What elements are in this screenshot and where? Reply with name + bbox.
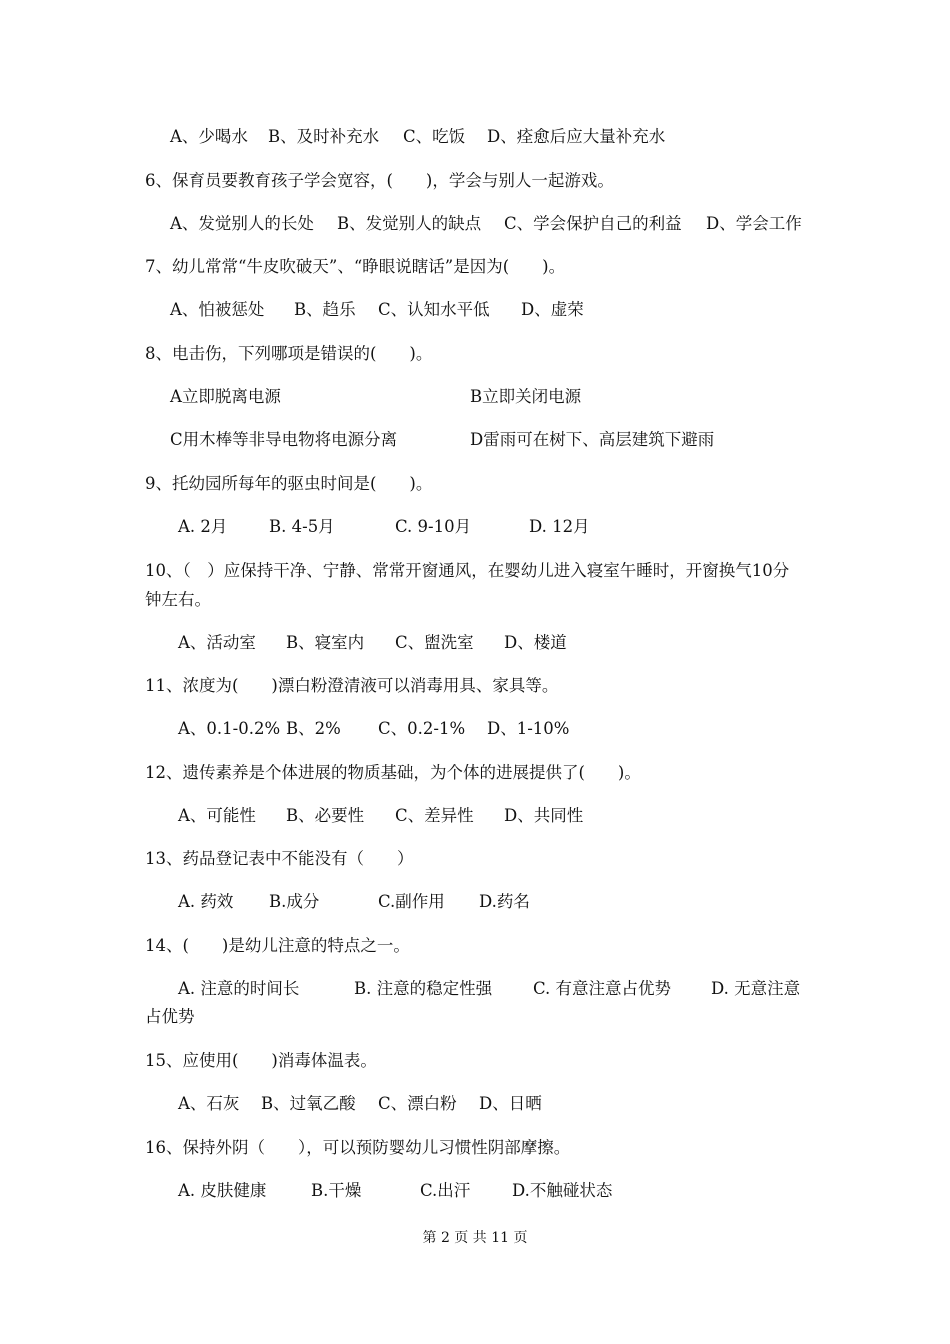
option-a: A、少喝水: [170, 127, 248, 146]
option-d: D、共同性: [504, 806, 584, 825]
option-d: D、1-10%: [487, 719, 570, 738]
option-c: C、盥洗室: [395, 633, 474, 652]
option-c: C、吃饭: [403, 127, 466, 146]
option-a: A、可能性: [178, 806, 256, 825]
option-a: A. 药效: [178, 892, 234, 911]
option-c: C. 9-10月: [395, 517, 472, 536]
question-8: 8、电击伤，下列哪项是错误的( )。: [145, 344, 433, 363]
option-d: D雷雨可在树下、高层建筑下避雨: [470, 430, 715, 449]
option-a: A立即脱离电源: [170, 387, 281, 406]
option-b: B、发觉别人的缺点: [337, 214, 482, 233]
option-c: C、认知水平低: [378, 300, 490, 319]
question-12: 12、遗传素养是个体进展的物质基础，为个体的进展提供了( )。: [145, 763, 641, 782]
question-6: 6、保育员要教育孩子学会宽容，( )，学会与别人一起游戏。: [145, 171, 614, 190]
option-c: C. 有意注意占优势: [533, 979, 672, 998]
option-b: B、趋乐: [294, 300, 356, 319]
option-a: A、活动室: [178, 633, 256, 652]
option-d: D. 无意注意: [711, 979, 801, 998]
option-b: B、2%: [286, 719, 341, 738]
option-d: D、虚荣: [521, 300, 584, 319]
option-c: C、学会保护自己的利益: [504, 214, 682, 233]
question-7: 7、幼儿常常“牛皮吹破天”、“睁眼说瞎话”是因为( )。: [145, 257, 566, 276]
option-d: D、楼道: [504, 633, 567, 652]
question-11: 11、浓度为( )漂白粉澄清液可以消毒用具、家具等。: [145, 676, 559, 695]
option-b: B、寝室内: [286, 633, 365, 652]
option-a: A. 注意的时间长: [178, 979, 300, 998]
option-a: A、发觉别人的长处: [170, 214, 314, 233]
option-a: A. 皮肤健康: [178, 1181, 267, 1200]
question-14-option-d-continued: 占优势: [145, 1007, 195, 1026]
option-c: C、差异性: [395, 806, 474, 825]
option-a: A、0.1-0.2%: [178, 719, 281, 738]
option-b: B、及时补充水: [268, 127, 380, 146]
option-b: B.干燥: [311, 1181, 362, 1200]
question-14: 14、( )是幼儿注意的特点之一。: [145, 936, 410, 955]
option-d: D、痊愈后应大量补充水: [487, 127, 666, 146]
option-b: B、过氧乙酸: [261, 1094, 356, 1113]
option-d: D、日晒: [479, 1094, 542, 1113]
option-a: A. 2月: [178, 517, 228, 536]
option-c: C.副作用: [378, 892, 445, 911]
option-b: B.成分: [269, 892, 320, 911]
option-b: B. 4-5月: [269, 517, 335, 536]
option-b: B立即关闭电源: [470, 387, 582, 406]
option-d: D. 12月: [529, 517, 590, 536]
question-16: 16、保持外阴（ ），可以预防婴幼儿习惯性阴部摩擦。: [145, 1138, 571, 1157]
option-d: D.不触碰状态: [512, 1181, 613, 1200]
question-13: 13、药品登记表中不能没有（ ）: [145, 849, 414, 868]
option-a: A、怕被惩处: [170, 300, 265, 319]
option-b: B. 注意的稳定性强: [354, 979, 493, 998]
option-c: C用木棒等非导电物将电源分离: [170, 430, 398, 449]
option-c: C、0.2-1%: [378, 719, 466, 738]
page-footer: 第 2 页 共 11 页: [422, 1230, 528, 1246]
option-c: C、漂白粉: [378, 1094, 457, 1113]
option-d: D.药名: [479, 892, 530, 911]
question-9: 9、托幼园所每年的驱虫时间是( )。: [145, 474, 433, 493]
option-d: D、学会工作: [706, 214, 802, 233]
option-c: C.出汗: [420, 1181, 471, 1200]
option-b: B、必要性: [286, 806, 365, 825]
option-a: A、石灰: [178, 1094, 240, 1113]
question-10: 10、（ ）应保持干净、宁静、常常开窗通风，在婴幼儿进入寝室午睡时，开窗换气10分: [145, 561, 790, 580]
question-15: 15、应使用( )消毒体温表。: [145, 1051, 377, 1070]
question-10-continued: 钟左右。: [145, 590, 211, 609]
